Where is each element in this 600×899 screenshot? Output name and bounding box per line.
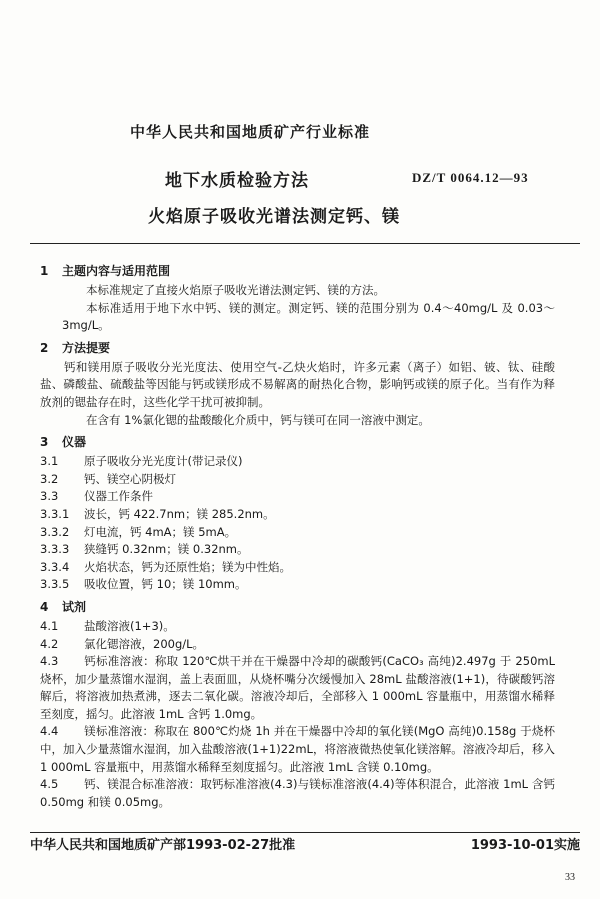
section-number: 3 (40, 435, 49, 450)
clause-number: 3.3.5 (40, 577, 70, 592)
section-heading (40, 262, 555, 280)
section-heading (40, 339, 555, 357)
approval-line: 中华人民共和国地质矿产部1993-02-27批准 (30, 838, 296, 853)
clause-number: 3.1 (40, 454, 59, 469)
clause-item (40, 723, 555, 776)
clause-number: 4.2 (40, 636, 59, 651)
footer-divider (30, 832, 580, 833)
clause-text: 仪器工作条件 (84, 489, 153, 504)
paragraph: 本标准规定了直接火焰原子吸收光谱法测定钙、镁的方法。 (86, 283, 385, 297)
clause-number: 3.3.1 (40, 506, 70, 521)
clause-number: 4.3 (40, 654, 59, 669)
clause-text: 钙、镁空心阴极灯 (84, 471, 176, 486)
clause-number: 4.5 (40, 777, 59, 792)
section-heading (40, 433, 555, 451)
clause-number: 3.3.4 (40, 559, 70, 574)
clause-text: 灯电流，钙 4mA；镁 5mA。 (84, 524, 237, 539)
clause-item (40, 506, 555, 524)
clause-item (40, 488, 555, 506)
clause-number: 3.2 (40, 471, 59, 486)
clause-text: 氯化锶溶液，200g/L。 (84, 636, 205, 651)
clause-text: 镁标准溶液：称取在 800℃灼烧 1h 并在干燥器中冷却的氧化镁(MgO 高纯)0.158g 于烧杯中，加入少量蒸馏水湿润，加入盐酸溶液(1+1)22mL，将溶液微热使氧化镁溶解。溶液冷却后，移入1 000mL 容量瓶中，用蒸馏水稀释至刻度摇匀。此溶液 1mL 含镁 0.10mg。 (40, 724, 555, 774)
clause-item (40, 776, 555, 811)
paragraph: 钙和镁用原子吸收分光光度法、使用空气-乙炔火焰时，许多元素（离子）如铝、铍、钛、硅酸盐、磷酸盐、硫酸盐等因能与钙或镁形成不易解离的耐热化合物，影响钙或镁的原子化。当有作为释放剂的锶盐存在时，这些化学干扰可被抑制。 (40, 359, 555, 409)
reagent-list (40, 618, 555, 812)
clause-item (40, 636, 555, 654)
implementation-date: 1993-10-01实施 (470, 838, 580, 853)
section-title: 主题内容与适用范围 (62, 264, 171, 278)
section-heading (40, 598, 555, 616)
issuing-standard-category: 中华人民共和国地质矿产行业标准 (130, 123, 371, 141)
header-divider (30, 243, 580, 244)
document-body (30, 262, 580, 828)
clause-number: 3.3.2 (40, 524, 70, 539)
clause-item (40, 576, 555, 594)
page-number: 33 (565, 872, 575, 883)
clause-number: 3.3.3 (40, 542, 70, 557)
document-title-line2: 火焰原子吸收光谱法测定钙、镁 (148, 207, 400, 227)
instrument-list (40, 453, 555, 594)
clause-item (40, 471, 555, 489)
paragraph: 在含有 1%氯化锶的盐酸酸化介质中，钙与镁可在同一溶液中测定。 (86, 412, 430, 427)
paragraph: 本标准适用于地下水中钙、镁的测定。测定钙、镁的范围分别为 0.4～40mg/L 及 0.03～3mg/L。 (62, 300, 555, 333)
clause-item (40, 618, 555, 636)
clause-text: 盐酸溶液(1+3)。 (84, 618, 175, 633)
clause-text: 狭缝钙 0.32nm；镁 0.32nm。 (84, 542, 249, 557)
clause-number: 3.3 (40, 489, 59, 504)
section-title: 仪器 (62, 435, 87, 450)
footer (30, 838, 580, 854)
clause-text: 钙标准溶液：称取 120℃烘干并在干燥器中冷却的碳酸钙(CaCO₃ 高纯)2.497g 于 250mL 烧杯，加少量蒸馏水湿润，盖上表面皿，从烧杯嘴分次缓慢加入 28mL 盐酸溶液(1+1)，待碳酸钙溶解后，将溶液加热煮沸，逐去二氧化碳。溶液冷却后，全部移入 1 000mL 容量瓶中，用蒸馏水稀释至刻度，摇匀。此溶液 1mL 含钙 1.0mg。 (40, 654, 555, 721)
clause-item (40, 653, 555, 723)
section-number: 2 (40, 340, 49, 355)
clause-number: 4.1 (40, 618, 59, 633)
section-number: 4 (40, 599, 49, 614)
clause-number: 4.4 (40, 724, 59, 739)
clause-item (40, 541, 555, 559)
section-title: 试剂 (62, 599, 87, 614)
clause-text: 火焰状态，钙为还原性焰；镁为中性焰。 (84, 559, 291, 574)
document-title-line1: 地下水质检验方法 (165, 171, 309, 191)
clause-text: 波长，钙 422.7nm；镁 285.2nm。 (84, 506, 275, 521)
clause-text: 吸收位置，钙 10；镁 10mm。 (84, 577, 247, 592)
standard-code: DZ/T 0064.12—93 (412, 170, 529, 185)
clause-text: 原子吸收分光光度计(带记录仪) (84, 454, 243, 469)
page-flow (30, 258, 580, 884)
clause-text: 钙、镁混合标准溶液：取钙标准溶液(4.3)与镁标准溶液(4.4)等体积混合，此溶液 1mL 含钙 0.50mg 和镁 0.05mg。 (40, 777, 555, 809)
clause-item (40, 524, 555, 542)
section-number: 1 (40, 264, 49, 278)
clause-item (40, 559, 555, 577)
clause-item (40, 453, 555, 471)
section-title: 方法提要 (62, 340, 111, 355)
